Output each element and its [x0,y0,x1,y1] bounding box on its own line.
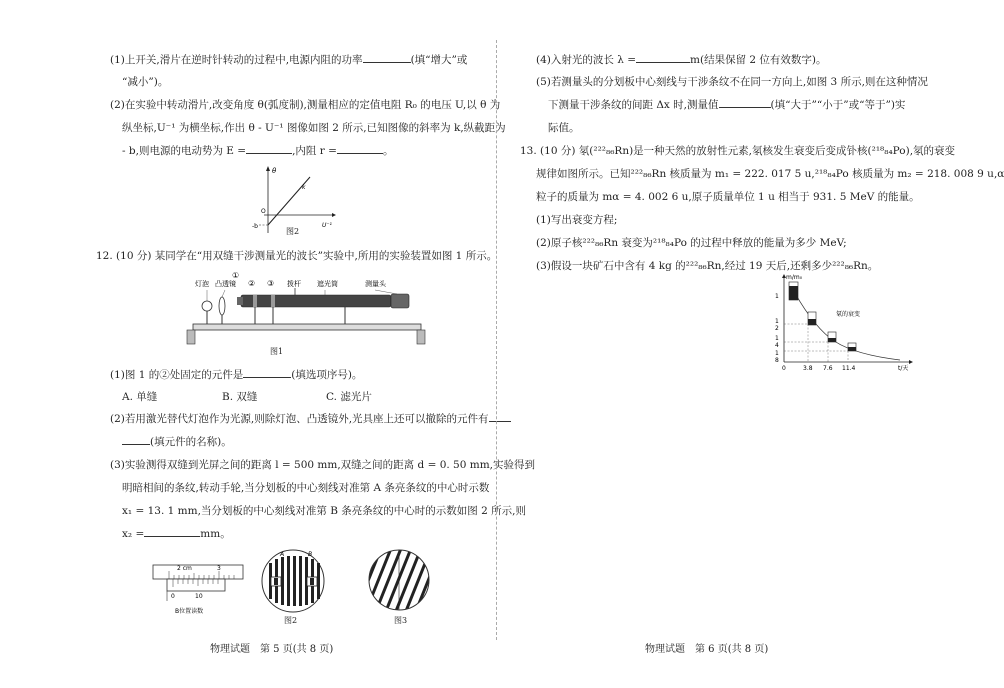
light-tube [241,295,391,307]
label-1: ① [232,271,240,280]
ytick-eighth-num: 1 [775,350,779,357]
optical-bench [193,324,421,330]
label-lens: 凸透镜 [215,280,236,288]
fringe-b-label: B [308,551,313,558]
ytick-1: 1 [775,293,779,300]
origin-label: O [261,208,266,215]
tilted-fringe-figure [364,546,434,616]
fig1-caption: 图1 [270,347,284,356]
lens-icon [219,297,225,315]
scale-cm: 2 cm [177,565,192,572]
x-axis-label: U⁻¹ [322,222,332,229]
apparatus-figure [185,268,435,358]
q13-sub1: (1)写出衰变方程; [536,214,618,226]
q13-stem-line2: 规律如图所示。已知²²²₈₆Rn 核质量为 m₁ = 222. 017 5 u,²¹⁸₈₄Po 核质量为 m₂ = 218. 008 9 u,α [536,168,1004,180]
option-a: A. 单缝 [122,391,158,403]
ytick-half-den: 2 [775,325,779,332]
q11-part2-line1: (2)在实验中转动滑片,改变角度 θ(弧度制),测量相应的定值电阻 R₀ 的电压 U,以 θ 为 [110,99,501,111]
decay-xlabel: t/天 [898,365,909,372]
ytick-eighth-den: 8 [775,357,779,364]
xtick-11-4: 11.4 [842,365,856,372]
fig3-caption: 图3 [394,616,408,625]
decay-title: 氡的衰变 [836,311,861,318]
scale-10: 10 [195,593,203,600]
q11-part1-line1: (1)上开关,滑片在逆时针转动的过程中,电源内阻的功率 (填“增大”或 [110,54,468,66]
fringe-figure [260,548,330,616]
scale-3: 3 [217,565,221,572]
answer-blank[interactable] [122,434,150,445]
main-scale [153,565,243,579]
answer-blank[interactable] [719,97,771,108]
answer-blank[interactable] [246,143,292,154]
q13-stem-line1: 13. (10 分) 氡(²²²₈₆Rn)是一种天然的放射性元素,氡核发生衰变后变成钋核(²¹⁸₈₄Po),氡的衰变 [520,145,956,157]
label-tube: 遮光筒 [317,280,338,288]
reading-label: B位置读数 [175,608,204,615]
answer-blank[interactable] [489,411,511,422]
slope-label: k [302,184,306,191]
ytick-half-num: 1 [775,318,779,325]
ytick-quarter-num: 1 [775,335,779,342]
q13-sub3: (3)假设一块矿石中含有 4 kg 的²²²₈₆Rn,经过 19 天后,还剩多少²²²₈₆Rn。 [536,260,879,272]
q11-part2-line3: - b,则电源的电动势为 E = ,内阻 r = 。 [122,145,394,157]
label-2: ② [248,279,256,288]
q12-stem: 12. (10 分) 某同学在“用双缝干涉测量光的波长”实验中,所用的实验装置如图 1 所示。 [96,250,498,262]
q12-sub3-line3: x₁ = 13. 1 mm,当分划板的中心刻线对准第 B 条亮条纹的中心时的示数如图 2 所示,则 [122,505,526,517]
scale-0: 0 [171,593,175,600]
answer-blank[interactable] [243,367,291,378]
fig2-caption: 图2 [286,227,300,236]
label-3: ③ [267,279,275,288]
fig2b-caption: 图2 [284,616,298,625]
q13-stem-line3: 粒子的质量为 mα = 4. 002 6 u,原子质量单位 1 u 相当于 931. 5 MeV 的能量。 [536,191,920,203]
q12-sub5-line2: 下测量干涉条纹的间距 Δx 时,测量值 (填“大于”“小于”或“等于”)实 [548,99,906,111]
vernier-scale [167,579,225,591]
q12-sub5-line3: 际值。 [548,122,580,134]
q12-sub3-line4: x₂ = mm。 [122,528,231,540]
y-axis-label: θ [272,167,277,175]
intercept-label: -b [252,223,258,230]
answer-blank[interactable] [363,52,411,63]
vernier-figure [153,557,248,617]
xtick-3-8: 3.8 [803,365,813,372]
q12-sub2-line2: (填元件的名称)。 [122,434,232,449]
left-footer: 物理试题 第 5 页(共 8 页) [210,644,334,655]
q11-part2-line2: 纵坐标,U⁻¹ 为横坐标,作出 θ - U⁻¹ 图像如图 2 所示,已知图像的斜率为 k,纵截距为 [122,122,506,134]
answer-blank[interactable] [144,526,200,537]
ytick-quarter-den: 4 [775,342,779,349]
page-divider [496,40,497,640]
lamp-icon [202,301,212,311]
measuring-head [391,294,409,308]
q12-sub1: (1)图 1 的②处固定的元件是 (填选项序号)。 [110,369,363,381]
decay-ylabel: m/m₀ [786,274,803,281]
q11-part1-line2: “减小”)。 [122,76,169,88]
q12-sub3-line1: (3)实验测得双缝到光屏之间的距离 l = 500 mm,双缝之间的距离 d = 0. 50 mm,实验得到 [110,459,536,471]
decay-graph [770,272,920,372]
label-lever: 拨杆 [287,280,301,288]
label-lamp: 灯泡 [195,280,209,288]
option-c: C. 滤光片 [326,391,372,403]
q12-sub3-line2: 明暗相间的条纹,转动手轮,当分划板的中心刻线对准第 A 条亮条纹的中心时示数 [122,482,490,494]
xtick-7-6: 7.6 [823,365,833,372]
decay-curve [790,284,900,360]
q13-sub2: (2)原子核²²²₈₆Rn 衰变为²¹⁸₈₄Po 的过程中释放的能量为多少 MeV; [536,237,847,249]
xtick-0: 0 [782,365,786,372]
q12-sub2-line1: (2)若用激光替代灯泡作为光源,则除灯泡、凸透镜外,光具座上还可以撤除的元件有 [110,411,511,426]
label-head: 测量头 [365,280,386,288]
q12-sub5-line1: (5)若测量头的分划板中心刻线与干涉条纹不在同一方向上,如图 3 所示,则在这种情况 [536,76,928,88]
q12-sub4: (4)入射光的波长 λ = m(结果保留 2 位有效数字)。 [536,54,827,66]
option-b: B. 双缝 [222,391,258,403]
fringe-a-label: A [280,551,285,558]
answer-blank[interactable] [636,52,690,63]
right-footer: 物理试题 第 6 页(共 8 页) [645,644,769,655]
answer-blank[interactable] [337,143,383,154]
